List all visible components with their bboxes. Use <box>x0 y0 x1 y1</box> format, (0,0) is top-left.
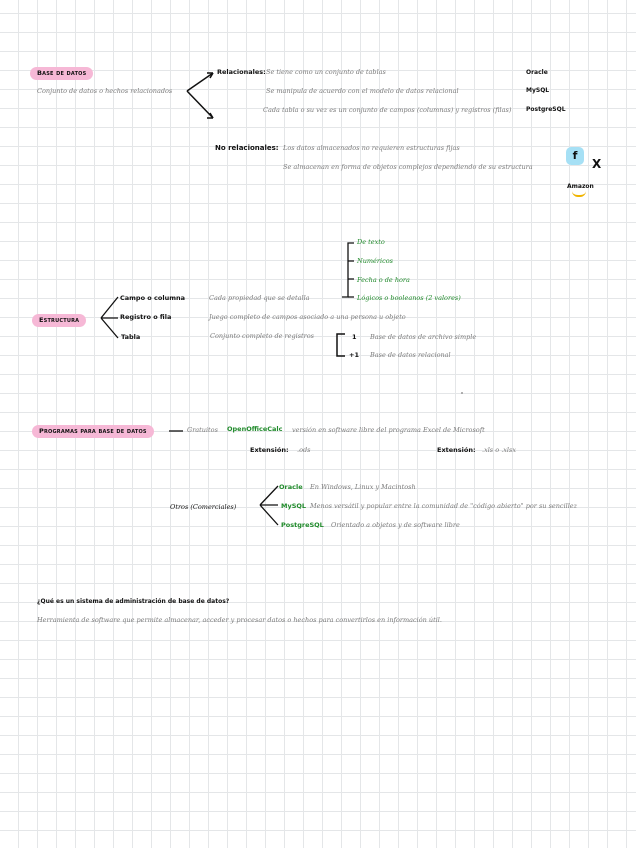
non-relational-line: Los datos almacenados no requieren estructuras fijas <box>283 144 460 152</box>
extension-value: .xls o .xlsx <box>482 446 517 454</box>
structure-item-desc: Conjunto completo de registros <box>210 332 315 340</box>
x-logo-icon: X <box>592 157 602 171</box>
answer-text: Herramienta de software que permite almacenar, acceder y procesar datos o hechos para convertirlos en información útil. <box>37 616 442 624</box>
field-types-bracket-icon <box>340 240 360 302</box>
field-type: Lógicos o booleanos (2 valores) <box>357 294 461 302</box>
structure-item-desc: Juego completo de campos asociado a una persona u objeto <box>209 313 406 321</box>
question-heading: ¿Qué es un sistema de administración de base de datos? <box>37 598 230 605</box>
amazon-smile-icon <box>572 191 586 197</box>
example-postgresql: PostgreSQL <box>526 106 566 113</box>
other-db-name: PostgreSQL <box>281 521 324 529</box>
section-title-programas: Programas para base de datos <box>32 425 154 438</box>
structure-item-label: Tabla <box>121 333 141 341</box>
others-label: Otros (Comerciales) <box>170 503 237 511</box>
example-mysql: MySQL <box>526 87 550 94</box>
amazon-logo: Amazon <box>567 183 594 190</box>
table-type-count: 1 <box>352 333 357 341</box>
field-type: Numéricos <box>357 257 393 265</box>
relational-line: Cada tabla o su vez es un conjunto de campos (columnas) y registros (filas) <box>263 106 512 114</box>
extension-label: Extensión: <box>437 446 476 454</box>
stray-dot <box>461 392 463 394</box>
table-type-count: +1 <box>349 351 359 359</box>
non-relational-label: No relacionales: <box>215 144 279 152</box>
structure-item-label: Campo o columna <box>120 294 185 302</box>
other-db-name: MySQL <box>281 502 307 510</box>
section-title-base-de-datos: Base de datos <box>30 67 93 80</box>
other-db-desc: En Windows, Linux y Macintosh <box>310 483 416 491</box>
relational-label: Relacionales: <box>217 68 266 76</box>
field-type: Fecha o de hora <box>357 276 410 284</box>
field-type: De texto <box>357 238 385 246</box>
free-label: Gratuitos <box>187 426 218 434</box>
section-title-estructura: Estructura <box>32 314 86 327</box>
branch-arrows-icon <box>185 70 215 125</box>
branch-arrows-icon <box>99 293 121 343</box>
extension-value: .ods <box>297 446 311 454</box>
extension-label: Extensión: <box>250 446 289 454</box>
arrow-right-icon <box>168 428 184 434</box>
non-relational-line: Se almacenan en forma de objetos complejos dependiendo de su estructura <box>283 163 533 171</box>
facebook-icon: f <box>566 147 584 165</box>
definition-text: Conjunto de datos o hechos relacionados <box>37 87 173 95</box>
table-types-bracket-icon <box>335 332 347 358</box>
structure-item-desc: Cada propiedad que se detalla <box>209 294 310 302</box>
table-type-label: Base de datos relacional <box>370 351 451 359</box>
table-type-label: Base de datos de archivo simple <box>370 333 477 341</box>
other-db-desc: Orientado a objetos y de software libre <box>331 521 460 529</box>
example-oracle: Oracle <box>526 69 548 76</box>
relational-line: Se manipula de acuerdo con el modelo de datos relacional <box>266 87 459 95</box>
openoffice-name: OpenOfficeCalc <box>227 425 283 433</box>
relational-line: Se tiene como un conjunto de tablas <box>266 68 386 76</box>
other-db-name: Oracle <box>279 483 303 491</box>
other-db-desc: Menos versátil y popular entre la comunidad de "código abierto" por su sencillez <box>310 502 578 510</box>
structure-item-label: Registro o fila <box>120 313 172 321</box>
openoffice-desc: versión en software libre del programa Excel de Microsoft <box>292 426 485 434</box>
